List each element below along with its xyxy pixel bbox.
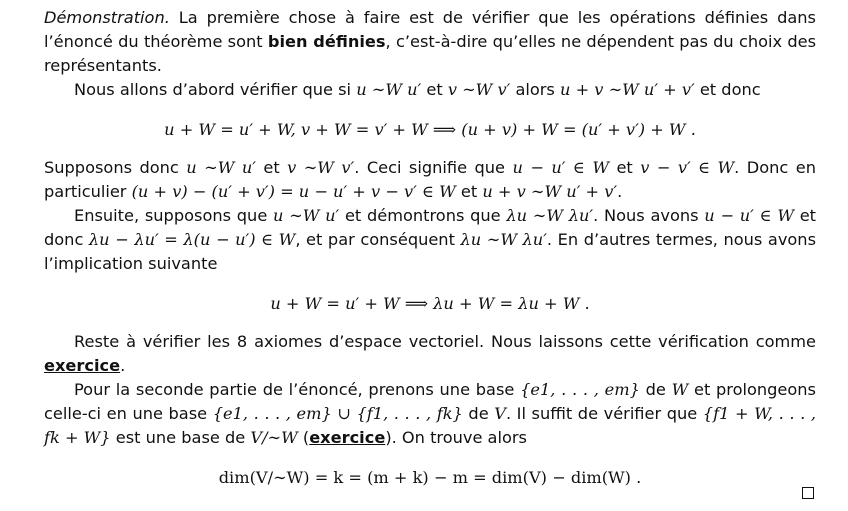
display-equation-3: dim(V/∼W) = k = (m + k) − m = dim(V) − dim(W) .: [218, 468, 642, 487]
text: et: [255, 158, 288, 177]
math-inline: v − v′ ∈ W: [640, 158, 735, 177]
math-inline: {e1, . . . , em} ∪ {f1, . . . , fk}: [212, 404, 463, 423]
text: . Il suffit de vérifier que: [505, 404, 703, 423]
math-inline: λu − λu′ = λ(u − u′) ∈ W: [88, 230, 296, 249]
paragraph-3: [44, 156, 816, 204]
text: , et par conséquent: [295, 230, 461, 249]
math-inline: u ∼W u′: [273, 206, 340, 225]
exercise-link[interactable]: exercice: [44, 356, 121, 375]
text: . Ceci signifie que: [354, 158, 513, 177]
exercise-link[interactable]: exercice: [309, 428, 386, 447]
text: Ensuite, supposons que: [74, 206, 274, 225]
display-equation-1: u + W = u′ + W, v + W = v′ + W ⟹ (u + v) + W = (u′ + v′) + W .: [164, 120, 696, 139]
math-inline: v ∼W v′: [447, 80, 511, 99]
display-equation-2: u + W = u′ + W ⟹ λu + W = λu + W .: [270, 294, 590, 313]
math-inline: u ∼W u′: [356, 80, 422, 99]
text: Nous allons d’abord vérifier que si: [74, 80, 357, 99]
proof-block: [44, 6, 816, 504]
text: . Nous avons: [593, 206, 705, 225]
paragraph-4: [44, 204, 816, 276]
text: et: [608, 158, 641, 177]
math-inline: {f1 + W, . . . , fk + W}: [44, 404, 816, 447]
paragraph-5: [44, 330, 816, 378]
text: , c’est-à-dire qu’elles ne dépendent pas du choix des représentants.: [44, 32, 817, 75]
math-inline: W: [671, 380, 689, 399]
text: . En d’autres termes, nous avons l’implication suivante: [44, 230, 817, 273]
text: est une base de: [110, 428, 251, 447]
text: et: [421, 80, 448, 99]
text: . Donc en particulier: [44, 158, 816, 201]
math-inline: (u + v) − (u′ + v′) = u − u′ + v − v′ ∈ W: [131, 182, 456, 201]
text: .: [617, 182, 623, 201]
qed-square-icon: [802, 487, 814, 499]
text: Pour la seconde partie de l’énoncé, prenons une base: [74, 380, 521, 399]
math-inline: u + v ∼W u′ + v′: [560, 80, 695, 99]
paragraph-6: [44, 378, 816, 450]
math-inline: λu ∼W λu′: [460, 230, 547, 249]
text: alors: [510, 80, 560, 99]
text: de: [462, 404, 495, 423]
math-inline: V: [494, 404, 506, 423]
math-inline: u − u′ ∈ W: [512, 158, 609, 177]
text: Supposons donc: [44, 158, 187, 177]
paragraph-1: [44, 6, 816, 78]
math-inline: u ∼W u′: [186, 158, 256, 177]
proof-label: Démonstration.: [44, 8, 170, 27]
math-inline: v ∼W v′: [287, 158, 355, 177]
text: et donc: [44, 206, 817, 249]
math-inline: u − u′ ∈ W: [704, 206, 794, 225]
text: et: [455, 182, 483, 201]
text: .: [120, 356, 126, 375]
text: et prolongeons celle-ci en une base: [44, 380, 816, 423]
bold-term: bien définies: [267, 32, 386, 51]
text: Reste à vérifier les 8 axiomes d’espace vectoriel. Nous laissons cette vérification comme: [74, 332, 816, 351]
math-inline: u + v ∼W u′ + v′: [482, 182, 618, 201]
math-inline: {e1, . . . , em}: [520, 380, 640, 399]
math-inline: λu ∼W λu′: [506, 206, 594, 225]
text: et donc: [694, 80, 761, 99]
text: La première chose à faire est de vérifier que les opérations définies dans l’énoncé du théorème sont: [44, 8, 816, 51]
text: de: [639, 380, 672, 399]
text: et démontrons que: [339, 206, 507, 225]
math-inline: V/∼W: [250, 428, 298, 447]
paragraph-2: [44, 78, 816, 102]
text: ). On trouve alors: [385, 428, 527, 447]
text: (: [297, 428, 310, 447]
